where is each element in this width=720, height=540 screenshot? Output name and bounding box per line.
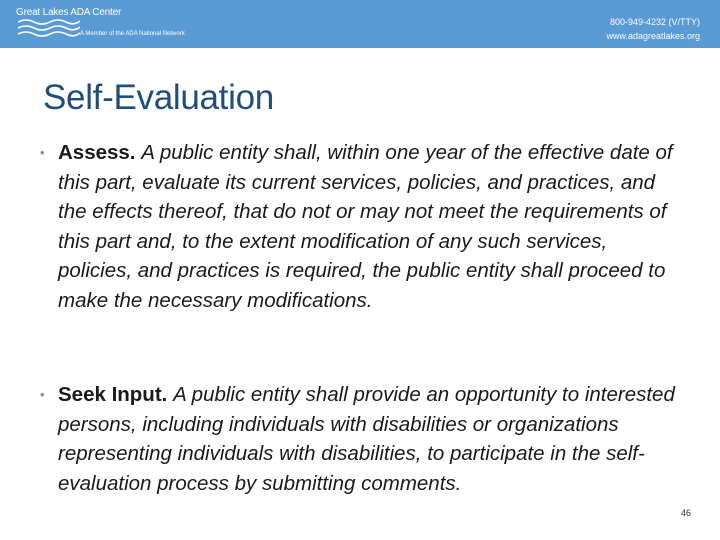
bullet-text: A public entity shall provide an opportunity to interested persons, including individuals with disabilities or organizations representing individuals with disabilities, to participate in the self-evaluation process by submitting comments. — [58, 383, 675, 495]
organization-logo — [16, 4, 216, 44]
waves-icon — [18, 18, 80, 38]
slide-title: Self-Evaluation — [43, 78, 274, 117]
bullet-assess — [40, 138, 680, 315]
logo-title: Great Lakes ADA Center — [16, 7, 122, 18]
contact-info — [606, 15, 700, 43]
bullet-text: A public entity shall, within one year of the effective date of this part, evaluate its current services, policies, and practices, and the effects thereof, that do not or may not meet the requirements of this part and, to the extent modification of any such services, policies, and practices is required, the public entity shall proceed to make the necessary modifications. — [58, 141, 673, 312]
phone-number: 800-949-4232 (V/TTY) — [609, 17, 700, 27]
header-bar — [0, 0, 720, 48]
website-url: www.adagreatlakes.org — [606, 31, 700, 41]
logo-subtitle: A Member of the ADA National Network — [80, 31, 185, 37]
bullet-dot-icon: • — [40, 145, 45, 160]
bullet-paragraph — [58, 138, 680, 315]
bullet-dot-icon: • — [40, 387, 45, 402]
page-number: 46 — [680, 508, 691, 518]
bullet-seek-input — [40, 380, 680, 498]
bullet-lead: Assess. — [58, 141, 136, 164]
bullet-paragraph — [58, 380, 680, 498]
bullet-lead: Seek Input. — [58, 383, 168, 406]
